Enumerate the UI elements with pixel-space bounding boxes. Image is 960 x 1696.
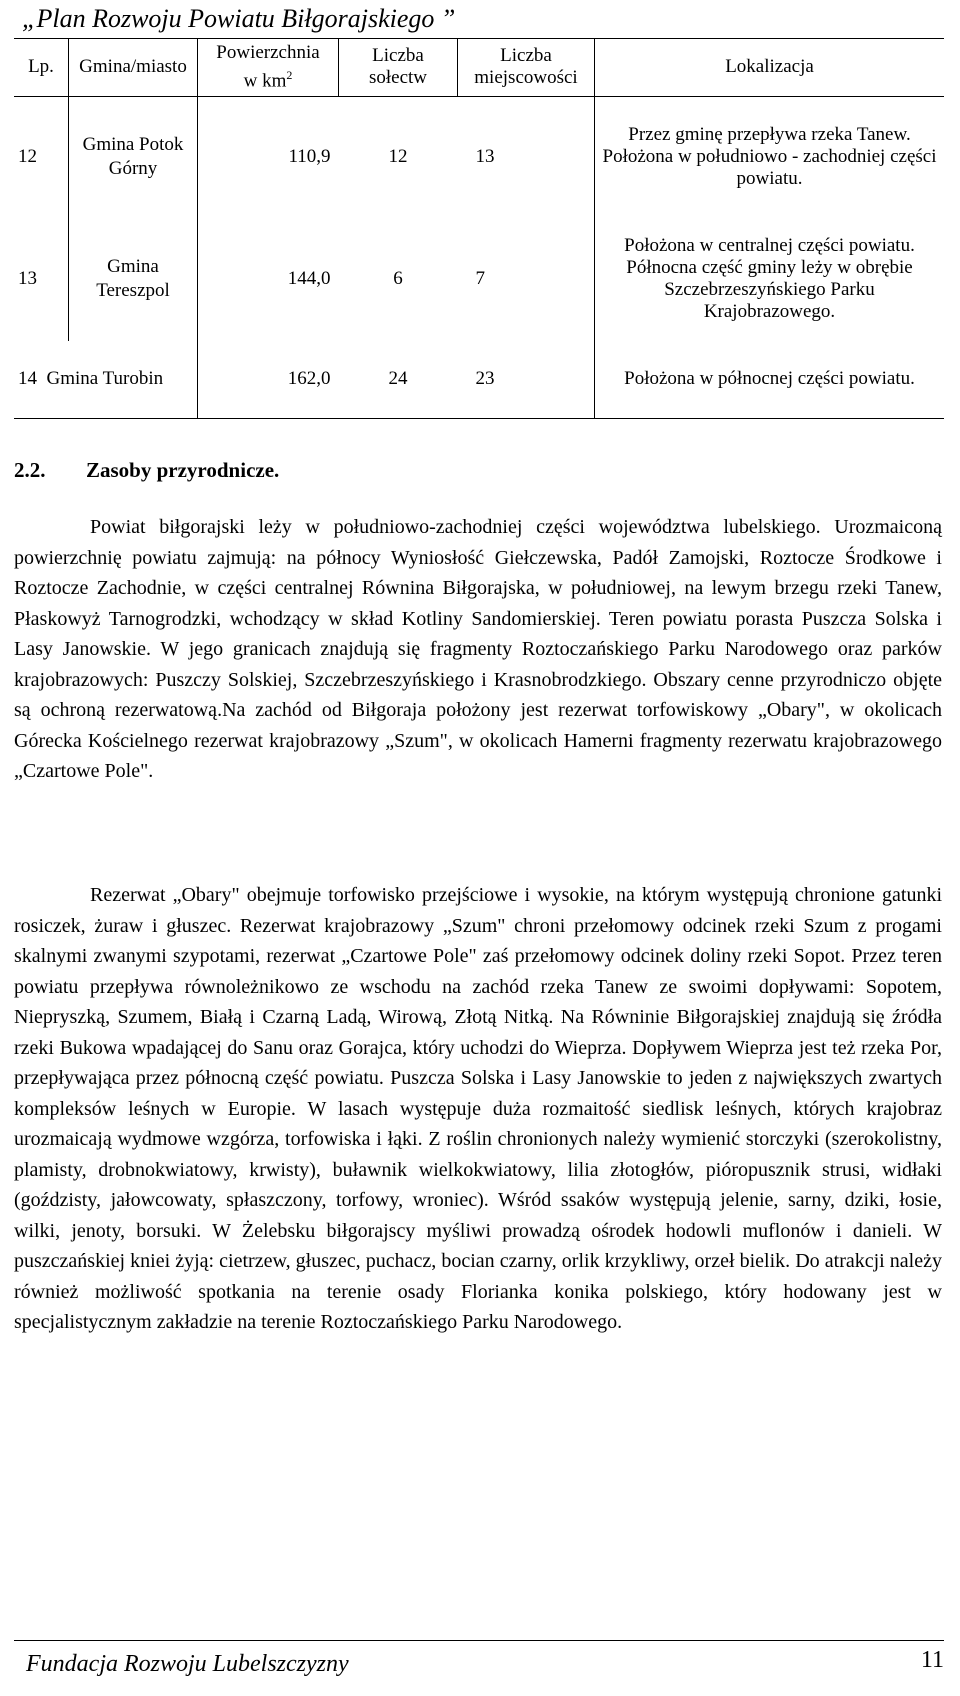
cell-gmina: Gmina Tereszpol — [69, 217, 198, 341]
header-solectw: Liczba sołectw — [339, 38, 458, 97]
cell-lokalizacja: Położona w centralnej części powiatu. Północna część gminy leży w obrębie Szczebrzeszyńskiego Parku Krajobrazowego. — [624, 234, 915, 322]
cell-gmina: Gmina Potok Górny — [69, 97, 198, 217]
page-footer — [14, 1640, 944, 1691]
page-header — [14, 4, 944, 39]
cell-lp: 12 — [14, 97, 69, 217]
paragraph-1: Powiat biłgorajski leży w południowo-zachodniej części województwa lubelskiego. Urozmaiconą powierzchnię powiatu zajmują: na północy Wyniosłość Giełczewska, Padół Zamojski, Roztocze Środkowe i Roztocze Zachodnie, w części centralnej Równina Biłgorajska, w południowej, na lewym brzegu rzeki Tanew, Płaskowyż Tarnogrodzki, wchodzący w skład Kotliny Sandomierskiej. Teren powiatu porasta Puszcza Solska i Lasy Janowskie. W jego granicach znajdują się fragmenty Roztoczańskiego Parku Narodowego oraz parków krajobrazowych: Puszczy Solskiej, Szczebrzeszyńskiego i Krasnobrodzkiego. Obszary cenne przyrodniczo objęte są ochroną rezerwatową.Na zachód od Biłgoraja położony jest rezerwat torfowiskowy „Obary", w okolicach Górecka Kościelnego rezerwat krajobrazowy „Szum", w okolicach Hamerni fragmenty rezerwatu krajobrazowego „Czartowe Pole". — [14, 516, 942, 782]
table-header-row — [14, 38, 944, 97]
cell-lp: 13 — [14, 217, 69, 341]
footer-organization: Fundacja Rozwoju Lubelszczyzny — [26, 1651, 349, 1677]
header-lp: Lp. — [14, 38, 69, 97]
cell-lokalizacja: Położona w północnej części powiatu. — [595, 341, 945, 419]
municipality-table — [14, 38, 944, 419]
cell-miejscowosci: 13 — [458, 97, 595, 217]
document-title: „Plan Rozwoju Powiatu Biłgorajskiego ” — [22, 4, 456, 33]
cell-solectw: 12 — [388, 145, 408, 167]
header-gmina: Gmina/miasto — [69, 38, 198, 97]
table-row — [14, 217, 944, 341]
header-miejscowosci: Liczba miejscowości — [458, 38, 595, 97]
cell-solectw: 24 — [339, 341, 458, 419]
table-row — [14, 341, 944, 419]
header-lokalizacja: Lokalizacja — [595, 38, 945, 97]
cell-miejscowosci: 23 — [458, 341, 595, 419]
cell-lp-gmina: 14 Gmina Turobin — [14, 341, 198, 419]
cell-powierzchnia: 162,0 — [198, 341, 339, 419]
cell-powierzchnia: 144,0 — [287, 267, 331, 289]
cell-solectw: 6 — [393, 267, 403, 289]
paragraph-2: Rezerwat „Obary" obejmuje torfowisko przejściowe i wysokie, na którym występują chronione gatunki rosiczek, żuraw i głuszec. Rezerwat krajobrazowy „Szum" chroni przełomowy odcinek rzeki Szum z progami skalnymi zwanymi szypotami, rezerwat „Czartowe Pole" zaś przełomowy odcinek doliny rzeki Sopot. Przez teren powiatu przepływa równoleżnikowo ze wschodu na zachód rzeka Tanew ze swoimi dopływami: Sopotem, Niepryszką, Szumem, Białą i Czarną Ladą, Wirową, Złotą Nitką. Na Równinie Biłgorajskiej znajdują się źródła rzeki Bukowa wpadającej do Sanu oraz Gorajca, który uchodzi do Wieprza. Dopływem Wieprza jest też rzeka Por, przepływająca przez północną część powiatu. Puszcza Solska i Lasy Janowskie to jeden z największych zwartych kompleksów leśnych w Europie. W lasach występuje duża rozmaitość siedlisk leśnych, których krajobraz urozmaicają wydmowe wzgórza, torfowiska i łąki. Z roślin chronionych należy wymienić storczyki (szerokolistny, plamisty, drobnokwiatowy, krwisty), buławnik wielkokwiatowy, lilia złotogłów, pióropusznik strusi, widłaki (goździsty, jałowcowaty, spłaszczony, torfowy, wroniec). Wśród ssaków występują jelenie, sarny, dziki, łosie, wilki, jenoty, borsuki. W Żelebsku biłgorajscy myśliwi prowadzą ośrodek hodowli muflonów i danieli. W puszczańskiej kniei żyją: cietrzew, głuszec, puchacz, bocian czarny, orlik krzykliwy, orzeł bielik. Do atrakcji należy również możliwość spotkania na terenie osady Florianka konika polskiego, który hodowany jest w specjalistycznym zakładzie na terenie Roztoczańskiego Parku Narodowego. — [14, 884, 942, 1333]
section-heading — [14, 458, 279, 483]
table-row — [14, 97, 944, 217]
header-powierzchnia: Powierzchnia w $km^2$ — [198, 38, 339, 97]
cell-lokalizacja: Przez gminę przepływa rzeka Tanew. Położona w południowo - zachodniej części powiatu. — [602, 123, 937, 189]
page-number: 11 — [920, 1647, 944, 1673]
section-title: Zasoby przyrodnicze. — [86, 458, 280, 482]
cell-powierzchnia: 110,9 — [288, 145, 331, 167]
section-number: 2.2. — [14, 458, 46, 482]
cell-miejscowosci: 7 — [458, 217, 595, 341]
